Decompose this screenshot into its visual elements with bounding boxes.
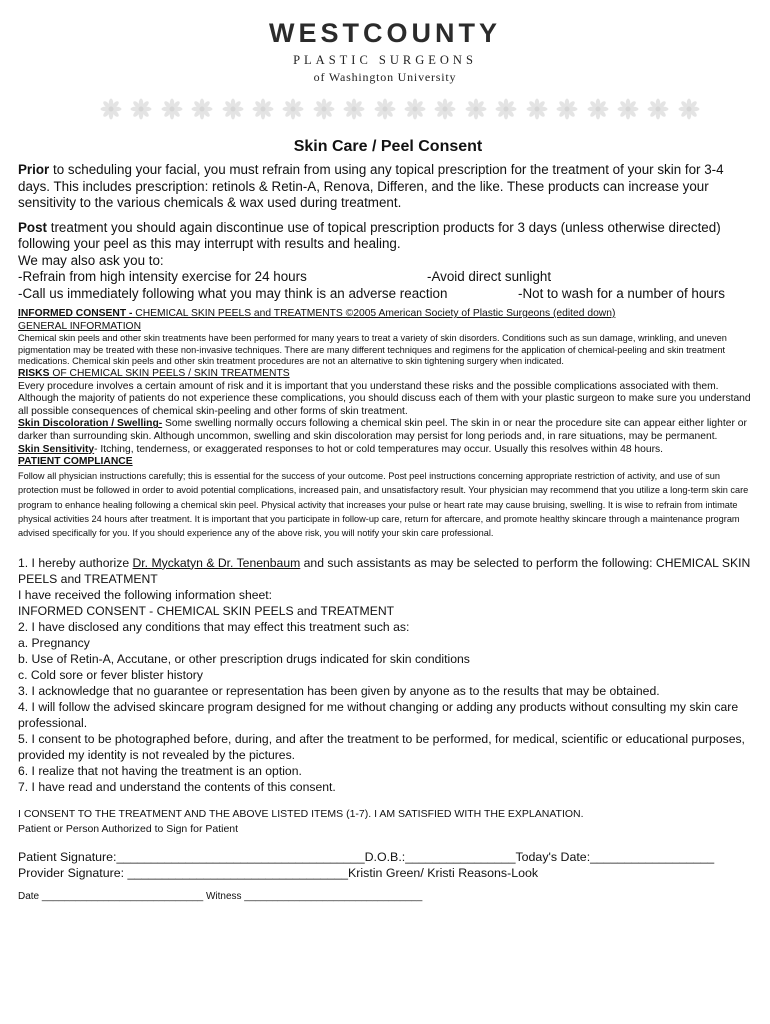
provider-signature-line[interactable]: Provider Signature: ________________________________Kristin Green/ Kristi Reasons-Look [18, 865, 539, 880]
consent-item-4: 4. I will follow the advised skincare program designed for me without changing or adding any products without consulting my skin care professional. [18, 699, 739, 730]
general-info-heading: GENERAL INFORMATION [18, 320, 141, 332]
flower-icon [465, 98, 487, 120]
date-witness-line[interactable]: Date _____________________________ Witness ________________________________ [18, 890, 423, 902]
received-line: I have received the following information sheet: [18, 587, 273, 602]
flower-icon [252, 98, 274, 120]
flower-icon [343, 98, 365, 120]
condition-a: a. Pregnancy [18, 635, 90, 650]
flower-icon [678, 98, 700, 120]
flower-icon [587, 98, 609, 120]
flower-icon [100, 98, 122, 120]
brand-logo: WESTCOUNTY [269, 18, 501, 48]
flower-icon [191, 98, 213, 120]
sheet-line: INFORMED CONSENT - CHEMICAL SKIN PEELS and TREATMENT [18, 603, 395, 618]
flower-icon [374, 98, 396, 120]
brand-affiliation: of Washington University [313, 70, 457, 84]
agreement [18, 807, 758, 837]
consent-item-2: 2. I have disclosed any conditions that may effect this treatment such as: [18, 619, 410, 634]
sensitivity-text: Skin Sensitivity- Itching, tenderness, or exaggerated responses to hot or cold temperatures may occur. Usually this resolves within 48 hours. [18, 443, 664, 455]
consent-item-7: 7. I have read and understand the contents of this consent. [18, 779, 336, 794]
decorative-flower-border [100, 96, 700, 122]
post-paragraph: Post treatment you should again discontinue use of topical prescription products for 3 days (unless otherwise directed) following your peel as this may interrupt with results and healing. [18, 219, 721, 251]
consent-list [18, 555, 758, 795]
consent-item-5: 5. I consent to be photographed before, during, and after the treatment to be performed, for medical, scientific or educational purposes, provided my identity is not revealed by the pictures. [18, 731, 745, 762]
flower-icon [282, 98, 304, 120]
page-title: Skin Care / Peel Consent [293, 138, 483, 155]
flower-icon [222, 98, 244, 120]
flower-icon [130, 98, 152, 120]
prior-paragraph: Prior to scheduling your facial, you must refrain from using any topical prescription for the treatment of your skin for 3-4 days. This includes prescription: retinols & Retin-A, Renova, Differen, and the like. These products can increase your sensitivity to the various chemicals & wax used during treatment. [18, 162, 724, 210]
compliance-heading: PATIENT COMPLIANCE [18, 456, 133, 468]
authorized-signer-label: Patient or Person Authorized to Sign for Patient [18, 822, 239, 835]
flower-icon [526, 98, 548, 120]
consent-item-1: 1. I hereby authorize Dr. Myckatyn & Dr. Tenenbaum and such assistants as may be selected to perform the following: CHEMICAL SKIN PEELS and TREATMENT [18, 555, 751, 586]
flower-icon [556, 98, 578, 120]
ask-line: We may also ask you to: [18, 252, 164, 268]
consent-item-3: 3. I acknowledge that no guarantee or representation has been given by anyone as to the results that may be obtained. [18, 683, 660, 698]
general-info-text: Chemical skin peels and other skin treatments have been performed for many years to treat a variety of skin disorders. Conditions such as sun damage, wrinkling, and uneven pigmentation may be treated with these non-invasive techniques. There are many different techniques and regimens for the application of chemical-peeling and skin treatment medications. Chemical skin peels and other skin treatment procedures are not an alternative to skin tightening surgery when indicated. [18, 333, 727, 367]
flower-icon [404, 98, 426, 120]
letterhead [0, 18, 770, 85]
patient-signature-line[interactable]: Patient Signature:____________________________________D.O.B.:________________Today's Date:__________________ [18, 849, 715, 864]
condition-c: c. Cold sore or fever blister history [18, 667, 203, 682]
flower-icon [313, 98, 335, 120]
instruction-row-1: -Refrain from high intensity exercise for 24 hours -Avoid direct sunlight [18, 269, 552, 284]
document-body [18, 138, 758, 902]
flower-icon [495, 98, 517, 120]
flower-icon [434, 98, 456, 120]
instruction-row-2: -Call us immediately following what you may think is an adverse reaction -Not to wash for a number of hours [18, 285, 725, 301]
consent-item-6: 6. I realize that not having the treatment is an option. [18, 763, 302, 778]
flower-icon [647, 98, 669, 120]
flower-icon [161, 98, 183, 120]
agreement-statement: I CONSENT TO THE TREATMENT AND THE ABOVE LISTED ITEMS (1-7). I AM SATISFIED WITH THE EXPLANATION. [18, 807, 584, 820]
informed-consent-heading: INFORMED CONSENT - CHEMICAL SKIN PEELS and TREATMENTS ©2005 American Society of Plastic Surgeons (edited down) [18, 308, 616, 319]
compliance-text: Follow all physician instructions carefully; this is essential for the success of your outcome. Post peel instructions concerning appropriate restriction of activity, and use of sun protection must be followed in order to avoid potential complications, increased pain, and unsatisfactory result. Your physician may recommend that you utilize a long-term skin care program to enhance healing following a chemical skin peel. Physical activity that increases your pulse or heart rate may cause bruising, swelling. It is wise to refrain from intimate physical activities 24 hours after treatment. It is important that you participate in follow-up care, return for aftercare, and promote healthy skincare through a maintenance program advised specifically for you. If you should experience any of the above risk, you will notify your skin care professional. [18, 470, 749, 539]
risks-heading: RISKS OF CHEMICAL SKIN PEELS / SKIN TREATMENTS [18, 367, 290, 379]
brand-subtitle: PLASTIC SURGEONS [293, 53, 477, 67]
risks-text: Every procedure involves a certain amount of risk and it is important that you understand these risks and the possible complications associated with them. Although the majority of patients do not experience these complications, you should discuss each of them with your plastic surgeon to make sure you understand all possible consequences of chemical skin-peeling and other forms of skin treatment. [18, 380, 751, 417]
condition-b: b. Use of Retin-A, Accutane, or other prescription drugs indicated for skin conditions [18, 651, 470, 666]
flower-icon [617, 98, 639, 120]
signature-block [18, 849, 758, 881]
discoloration-text: Skin Discoloration / Swelling- Some swelling normally occurs following a chemical skin peel. The skin in or near the procedure site can appear either lighter or darker than surrounding skin. Although uncommon, swelling and skin discoloration may persist for long periods and, in rare situations, may be permanent. [18, 418, 747, 442]
